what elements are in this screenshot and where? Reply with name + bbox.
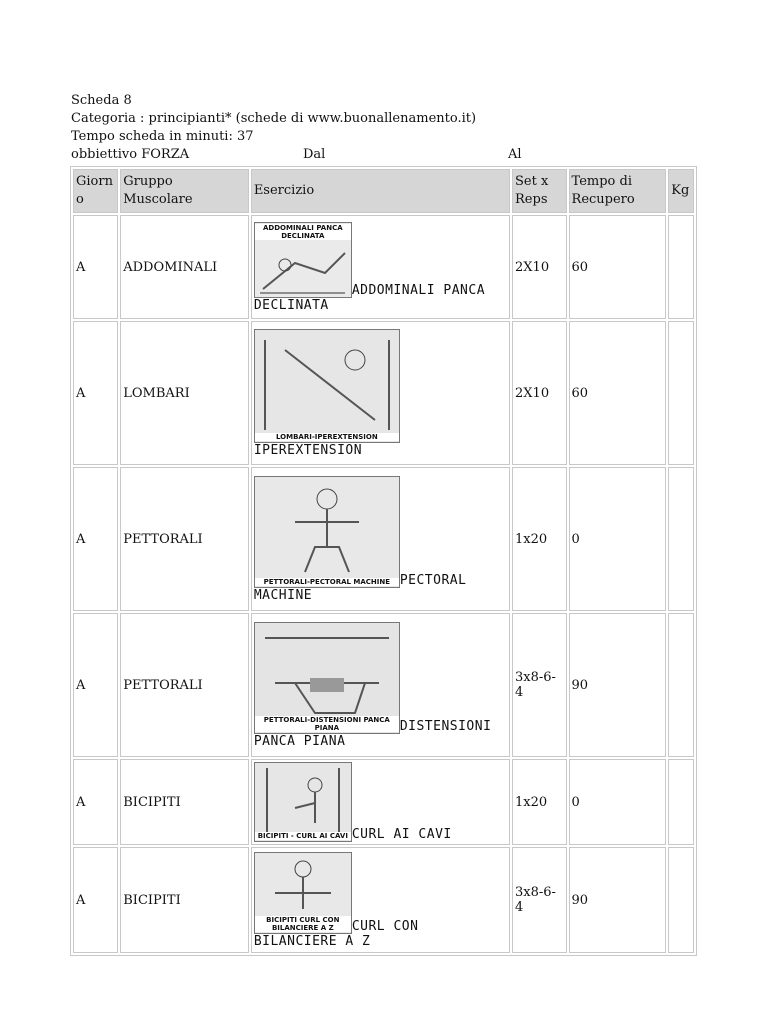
cell-set-reps: 1x20 <box>512 759 567 845</box>
cell-kg <box>668 847 694 953</box>
table-header-row <box>73 169 694 213</box>
cell-esercizio <box>251 215 510 319</box>
al-label: Al <box>508 147 522 162</box>
cell-gruppo: LOMBARI <box>120 321 249 465</box>
cell-kg <box>668 215 694 319</box>
image-caption: BICIPITI - CURL AI CAVI <box>255 832 351 840</box>
document-header <box>71 92 522 164</box>
exercise-image <box>254 222 352 298</box>
image-caption: ADDOMINALI PANCA DECLINATA <box>255 224 351 240</box>
cell-gruppo: ADDOMINALI <box>120 215 249 319</box>
cell-tempo: 90 <box>569 847 667 953</box>
exercise-image <box>254 329 400 443</box>
exercise-name: DISTENSIONI PANCA PIANA <box>253 718 492 749</box>
image-caption: BICIPITI CURL CON BILANCIERE A Z <box>255 916 351 932</box>
cell-esercizio <box>251 321 510 465</box>
image-caption: LOMBARI-IPEREXTENSION <box>255 433 399 441</box>
cell-esercizio <box>251 613 510 757</box>
cell-tempo: 60 <box>569 321 667 465</box>
objective-line <box>71 146 522 164</box>
objective-text: obbiettivo FORZA <box>71 147 190 162</box>
table-row <box>73 215 694 319</box>
cell-esercizio <box>251 847 510 953</box>
exercise-image <box>254 476 400 588</box>
image-caption: PETTORALI-DISTENSIONI PANCA PIANA <box>255 716 399 732</box>
cell-kg <box>668 613 694 757</box>
header-tempo: Tempo di Recupero <box>569 169 667 213</box>
cell-gruppo: BICIPITI <box>120 759 249 845</box>
dal-label: Dal <box>303 147 326 162</box>
cell-gruppo: PETTORALI <box>120 613 249 757</box>
header-gruppo: Gruppo Muscolare <box>120 169 249 213</box>
exercise-name: ADDOMINALI PANCA DECLINATA <box>253 282 486 313</box>
cell-kg <box>668 467 694 611</box>
exercise-image <box>254 852 352 934</box>
cell-gruppo: PETTORALI <box>120 467 249 611</box>
exercise-image <box>254 622 400 734</box>
cell-set-reps: 3x8-6-4 <box>512 847 567 953</box>
exercise-name: IPEREXTENSION <box>253 442 363 458</box>
cell-kg <box>668 759 694 845</box>
table-row <box>73 467 694 611</box>
cell-kg <box>668 321 694 465</box>
cell-tempo: 90 <box>569 613 667 757</box>
cell-tempo: 60 <box>569 215 667 319</box>
category-line: Categoria : principianti* (schede di www.buonallenamento.it) <box>71 111 477 126</box>
exercise-name: CURL CON BILANCIERE A Z <box>253 918 419 949</box>
table-row <box>73 321 694 465</box>
header-esercizio: Esercizio <box>251 169 510 213</box>
cell-esercizio <box>251 467 510 611</box>
cell-giorno: A <box>73 467 118 611</box>
cell-gruppo: BICIPITI <box>120 847 249 953</box>
cell-esercizio <box>251 759 510 845</box>
cell-set-reps: 3x8-6-4 <box>512 613 567 757</box>
image-caption: PETTORALI-PECTORAL MACHINE <box>255 578 399 586</box>
header-kg: Kg <box>668 169 694 213</box>
exercise-name: CURL AI CAVI <box>351 827 452 842</box>
table-row <box>73 613 694 757</box>
workout-table <box>70 166 697 956</box>
header-set-reps: Set x Reps <box>512 169 567 213</box>
cell-tempo: 0 <box>569 759 667 845</box>
table-row <box>73 847 694 953</box>
cell-set-reps: 2X10 <box>512 215 567 319</box>
exercise-name: PECTORAL MACHINE <box>253 572 467 603</box>
exercise-image <box>254 762 352 842</box>
header-giorno: Giorn o <box>73 169 118 213</box>
table-row <box>73 759 694 845</box>
cell-giorno: A <box>73 847 118 953</box>
scheda-title: Scheda 8 <box>71 93 132 108</box>
cell-giorno: A <box>73 759 118 845</box>
cell-giorno: A <box>73 321 118 465</box>
cell-set-reps: 1x20 <box>512 467 567 611</box>
cell-tempo: 0 <box>569 467 667 611</box>
cell-set-reps: 2X10 <box>512 321 567 465</box>
cell-giorno: A <box>73 613 118 757</box>
cell-giorno: A <box>73 215 118 319</box>
duration-line: Tempo scheda in minuti: 37 <box>71 129 254 144</box>
